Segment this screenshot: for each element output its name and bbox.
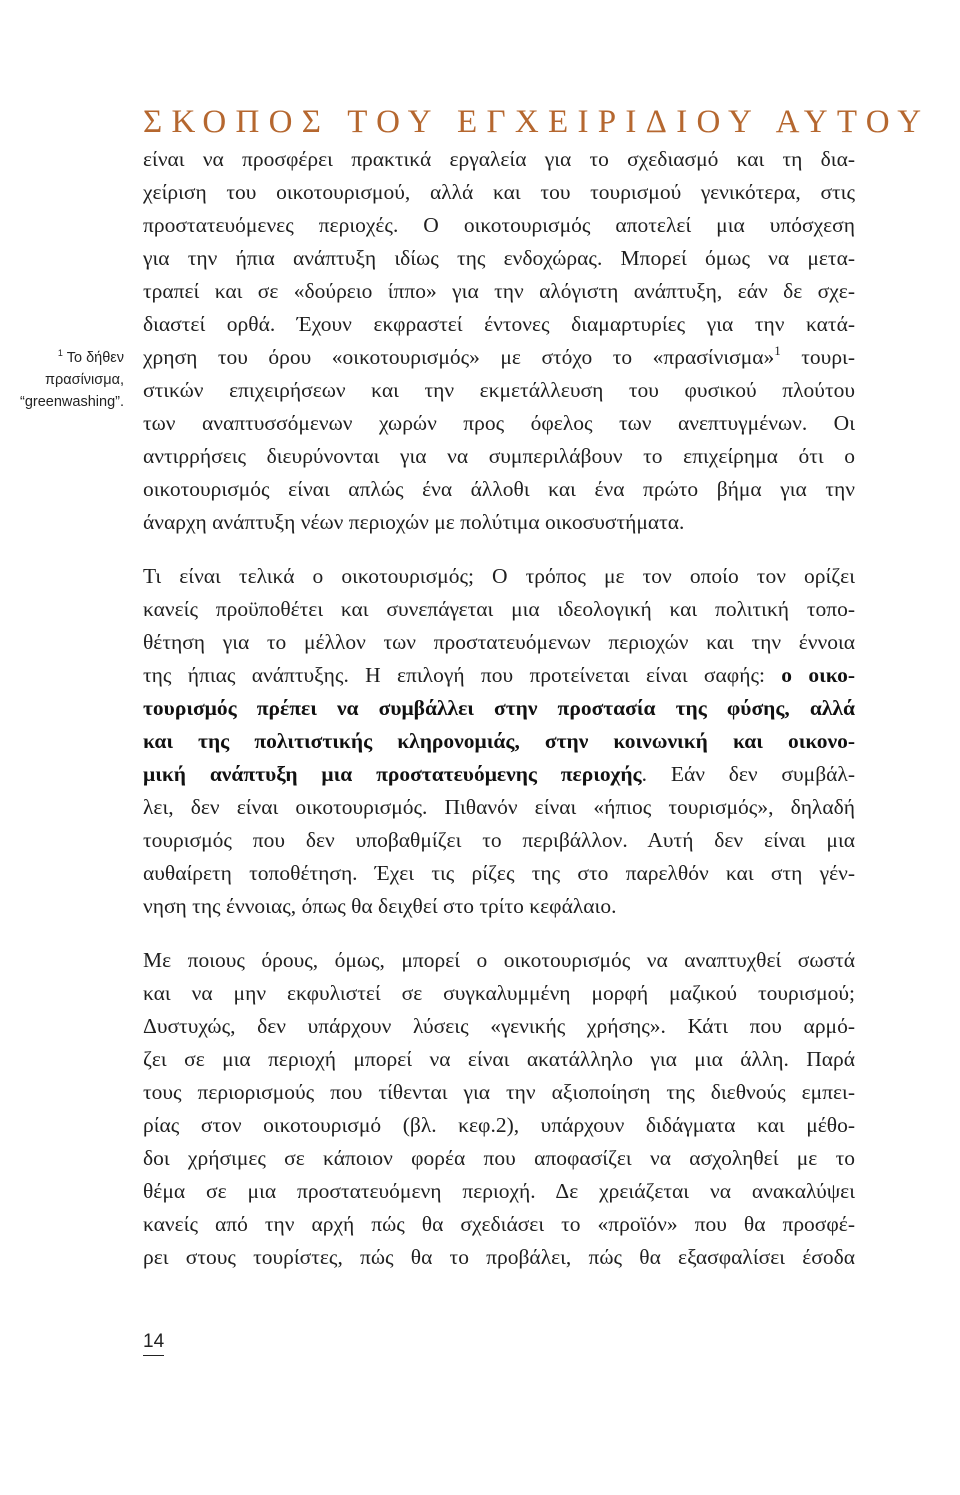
text-line: αυθαίρετη τοποθέτηση. Έχει τις ρίζες της στο παρελθόν και στη γέν- (143, 861, 855, 885)
text-line: Τι είναι τελικά ο οικοτουρισμός; Ο τρόπος με τον οποίο τον ορίζει (143, 564, 855, 588)
text-line: διαστεί ορθά. Έχουν εκφραστεί έντονες διαμαρτυρίες για την κατά- (143, 312, 855, 336)
bold-span: μική ανάπτυξη μια προστατευόμενης περιοχής (143, 762, 642, 786)
text-line: ρει στους τουρίστες, πώς θα το προβάλει, πώς θα εξασφαλίσει έσοδα (143, 1245, 855, 1269)
text-line: κανείς προϋποθέτει και συνεπάγεται μια ιδεολογική και πολιτική τοπο- (143, 597, 855, 621)
margin-footnote (0, 347, 124, 413)
text-line: δοι χρήσιμες σε κάποιον φορέα που αποφασίζει να ασχοληθεί με το (143, 1146, 855, 1170)
text-line: θέμα σε μια προστατευόμενη περιοχή. Δε χρειάζεται να ανακαλύψει (143, 1179, 855, 1203)
footnote-marker: 1 (57, 348, 63, 358)
text-line: άναρχη ανάπτυξη νέων περιοχών με πολύτιμα οικοσυστήματα. (143, 510, 685, 534)
text-line: τραπεί και σε «δούρειο ίππο» για την αλόγιστη ανάπτυξη, εάν δε σχε- (143, 279, 855, 303)
text-line: Με ποιους όρους, όμως, μπορεί ο οικοτουρισμός να αναπτυχθεί σωστά (143, 948, 855, 972)
text-line: οικοτουρισμός είναι απλώς ένα άλλοθι και ένα πρώτο βήμα για την (143, 477, 855, 501)
text-span: . Εάν δεν συμβάλ- (641, 762, 855, 786)
text-span: τουρι- (780, 345, 856, 369)
text-line (143, 692, 855, 724)
section-heading: ΣΚΟΠΟΣ ΤΟΥ ΕΓΧΕΙΡΙΔΙΟΥ ΑΥΤΟΥ (143, 104, 931, 140)
text-line (143, 659, 855, 691)
footnote-line: Το δήθεν (66, 350, 124, 366)
text-line: στικών επιχειρήσεων και την εκμετάλλευση του φυσικού πλούτου (143, 378, 855, 402)
text-line: ρίας στον οικοτουρισμό (βλ. κεφ.2), υπάρχουν διδάγματα και μέθο- (143, 1113, 855, 1137)
text-line: θέτηση για το μέλλον των προστατευόμενων περιοχών και την έννοια (143, 630, 855, 654)
bold-span: τουρισμός πρέπει να συμβάλλει στην προστασία της φύσης, αλλά (143, 696, 855, 720)
text-line: είναι να προσφέρει πρακτικά εργαλεία για το σχεδιασμό και τη δια- (143, 147, 855, 171)
text-line (143, 725, 855, 757)
text-line (143, 758, 855, 790)
text-line: των αναπτυσσόμενων χωρών προς όφελος των ανεπτυγμένων. Οι (143, 411, 855, 435)
text-line: ζει σε μια περιοχή μπορεί να είναι ακατάλληλο για μια άλλη. Παρά (143, 1047, 855, 1071)
footnote-line: “greenwashing”. (20, 394, 124, 410)
bold-span: και της πολιτιστικής κληρονομιάς, στην κοινωνική και οικονο- (143, 729, 855, 753)
page-number: 14 (143, 1330, 164, 1356)
text-line: και να μην εκφυλιστεί σε συγκαλυμμένη μορφή μαζικού τουρισμού; (143, 981, 855, 1005)
bold-span: ο οικο- (781, 663, 855, 687)
text-line: προστατευόμενες περιοχές. Ο οικοτουρισμός αποτελεί μια υπόσχεση (143, 213, 855, 237)
text-span: της ήπιας ανάπτυξης. Η επιλογή που προτείνεται είναι σαφής: (143, 663, 782, 687)
text-span: χρηση του όρου «οικοτουρισμός» με στόχο το «πρασίνισμα» (143, 345, 775, 369)
text-line: τουρισμός που δεν υποβαθμίζει το περιβάλλον. Αυτή δεν είναι μια (143, 828, 855, 852)
footnote-reference: 1 (774, 343, 781, 358)
text-line: τους περιορισμούς που τίθενται για την αξιοποίηση της διεθνούς εμπει- (143, 1080, 855, 1104)
text-line: για την ήπια ανάπτυξη ιδίως της ενδοχώρας. Μπορεί όμως να μετα- (143, 246, 855, 270)
text-line: χείριση του οικοτουρισμού, αλλά και του τουρισμού γενικότερα, στις (143, 180, 855, 204)
text-line (143, 341, 855, 373)
text-line: λει, δεν είναι οικοτουρισμός. Πιθανόν είναι «ήπιος τουρισμός», δηλαδή (143, 795, 855, 819)
text-line: αντιρρήσεις διευρύνονται για να συμπεριλάβουν το επιχείρημα ότι ο (143, 444, 855, 468)
footnote-line: πρασίνισμα, (45, 372, 124, 388)
text-line: Δυστυχώς, δεν υπάρχουν λύσεις «γενικής χρήσης». Κάτι που αρμό- (143, 1014, 855, 1038)
text-line: νηση της έννοιας, όπως θα δειχθεί στο τρίτο κεφάλαιο. (143, 894, 617, 918)
text-line: κανείς από την αρχή πώς θα σχεδιάσει το «προϊόν» που θα προσφέ- (143, 1212, 855, 1236)
